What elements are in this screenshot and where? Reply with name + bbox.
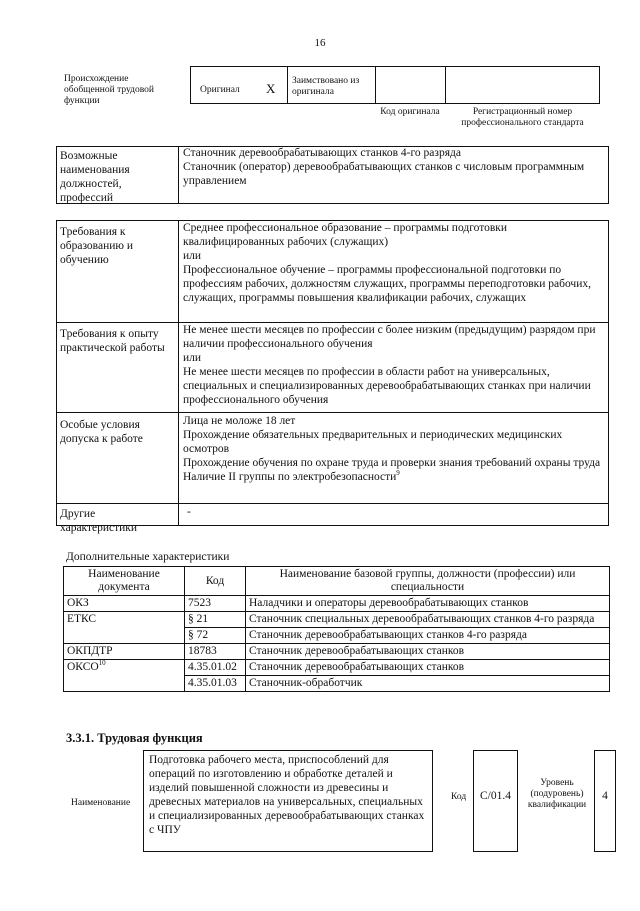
row-doc: ЕТКС: [64, 612, 185, 644]
req-special-text: [183, 414, 603, 484]
req-education-line-3: Профессиональное обучение – программы профессиональной подготовки по профессиям рабочих, должностям служащих, программы переподготовки рабочих, служащих, программы повышения квалификации рабочих, служащих: [183, 264, 591, 304]
origin-divider-2: [375, 66, 376, 104]
req-experience-line-3: Не менее шести месяцев по профессии в области работ на универсальных, специальных и специализированных деревообрабатывающих станках при наличии профессионального обучения: [183, 366, 591, 406]
table-row: [64, 612, 610, 628]
requirements-divider: [178, 220, 179, 526]
req-special-line-2: Прохождение обязательных предварительных и периодических медицинских осмотров: [183, 429, 563, 455]
req-sep-2: [56, 412, 609, 413]
req-experience-line-2: или: [183, 352, 202, 364]
req-special-line-3: Прохождение обучения по охране труда и проверки знания требований охраны труда: [183, 457, 601, 469]
header-code: Код: [185, 567, 246, 596]
req-education-line-1: Среднее профессиональное образование – программы подготовки квалифицированных рабочих (служащих): [183, 222, 508, 248]
origin-divider-1: [287, 66, 288, 104]
extra-table: [63, 566, 610, 692]
origin-borrowed-label: Заимствовано из оригинала: [292, 76, 360, 97]
row-code: 4.35.01.02: [185, 660, 246, 676]
function-code-value: С/01.4: [480, 790, 511, 802]
req-special-last-text: Наличие II группы по электробезопасности: [183, 471, 397, 483]
req-experience-label: Требования к опыту практической работы: [60, 328, 165, 354]
position-line-1: Станочник деревообрабатывающих станков 4-го разряда: [183, 147, 461, 159]
row-name: Станочник-обработчик: [246, 676, 610, 692]
row-name: Станочник деревообрабатывающих станков: [246, 660, 610, 676]
extra-table-header: [64, 567, 610, 596]
header-doc: Наименование документа: [64, 567, 185, 596]
req-special-line-4: [183, 470, 603, 484]
row-doc: ОКЗ: [64, 596, 185, 612]
origin-reg-caption: Регистрационный номер профессионального стандарта: [461, 107, 584, 128]
req-other-label: Другие характеристики: [60, 508, 138, 534]
req-sep-3: [56, 503, 609, 504]
positions-divider: [178, 146, 179, 204]
function-name-label: Наименование: [71, 798, 131, 808]
position-line-2: Станочник (оператор) деревообрабатывающих станков с числовым программным управлением: [183, 161, 585, 187]
function-level-value: 4: [602, 790, 608, 802]
req-special-line-1: Лица не моложе 18 лет: [183, 415, 296, 427]
header-name: Наименование базовой группы, должности (профессии) или специальности: [246, 567, 610, 596]
row-name: Станочник деревообрабатывающих станков: [246, 644, 610, 660]
table-row: [64, 660, 610, 676]
positions-text: [183, 146, 603, 188]
origin-code-caption: Код оригинала: [380, 107, 440, 117]
row-code: 18783: [185, 644, 246, 660]
table-row: [64, 596, 610, 612]
row-code: 7523: [185, 596, 246, 612]
origin-original-mark: X: [266, 81, 276, 96]
footnote-9: 9: [396, 469, 400, 478]
positions-label: Возможные наименования должностей, профессий: [60, 150, 130, 204]
origin-label: Происхождение обобщенной трудовой функции: [64, 74, 154, 106]
row-doc: ОКПДТР: [64, 644, 185, 660]
row-code: § 21: [185, 612, 246, 628]
req-other-text: -: [187, 506, 191, 518]
row-code: 4.35.01.03: [185, 676, 246, 692]
row-name: Станочник деревообрабатывающих станков 4-го разряда: [246, 628, 610, 644]
req-experience-line-1: Не менее шести месяцев по профессии с более низким (предыдущим) разрядом при наличии профессионального обучения: [183, 324, 596, 350]
function-code-label: Код: [451, 792, 467, 802]
origin-divider-3: [445, 66, 446, 104]
req-education-line-2: или: [183, 250, 202, 262]
req-education-label: Требования к образованию и обучению: [60, 226, 133, 266]
okso-label: ОКСО: [67, 661, 99, 673]
req-experience-text: [183, 323, 603, 407]
function-level-label: Уровень (подуровень) квалификации: [527, 778, 587, 810]
function-name-text: Подготовка рабочего места, приспособлений для операций по изготовлению и обработке деталей и изделий повышенной сложности из древесины и древесных материалов на универсальных, специальных и специализированных деревообрабатывающих станках с ЧПУ: [149, 754, 425, 836]
row-name: Наладчики и операторы деревообрабатывающих станков: [246, 596, 610, 612]
row-code: § 72: [185, 628, 246, 644]
origin-box: [190, 66, 600, 104]
extra-title: Дополнительные характеристики: [66, 551, 230, 563]
req-special-label: Особые условия допуска к работе: [60, 419, 143, 445]
req-education-text: [183, 221, 603, 305]
origin-original-label: Оригинал: [200, 85, 240, 95]
page-number: 16: [314, 37, 326, 49]
section-title: 3.3.1. Трудовая функция: [66, 731, 203, 745]
row-name: Станочник специальных деревообрабатывающих станков 4-го разряда: [246, 612, 610, 628]
footnote-10: 10: [98, 659, 106, 668]
table-row: [64, 644, 610, 660]
row-doc: [64, 660, 185, 692]
